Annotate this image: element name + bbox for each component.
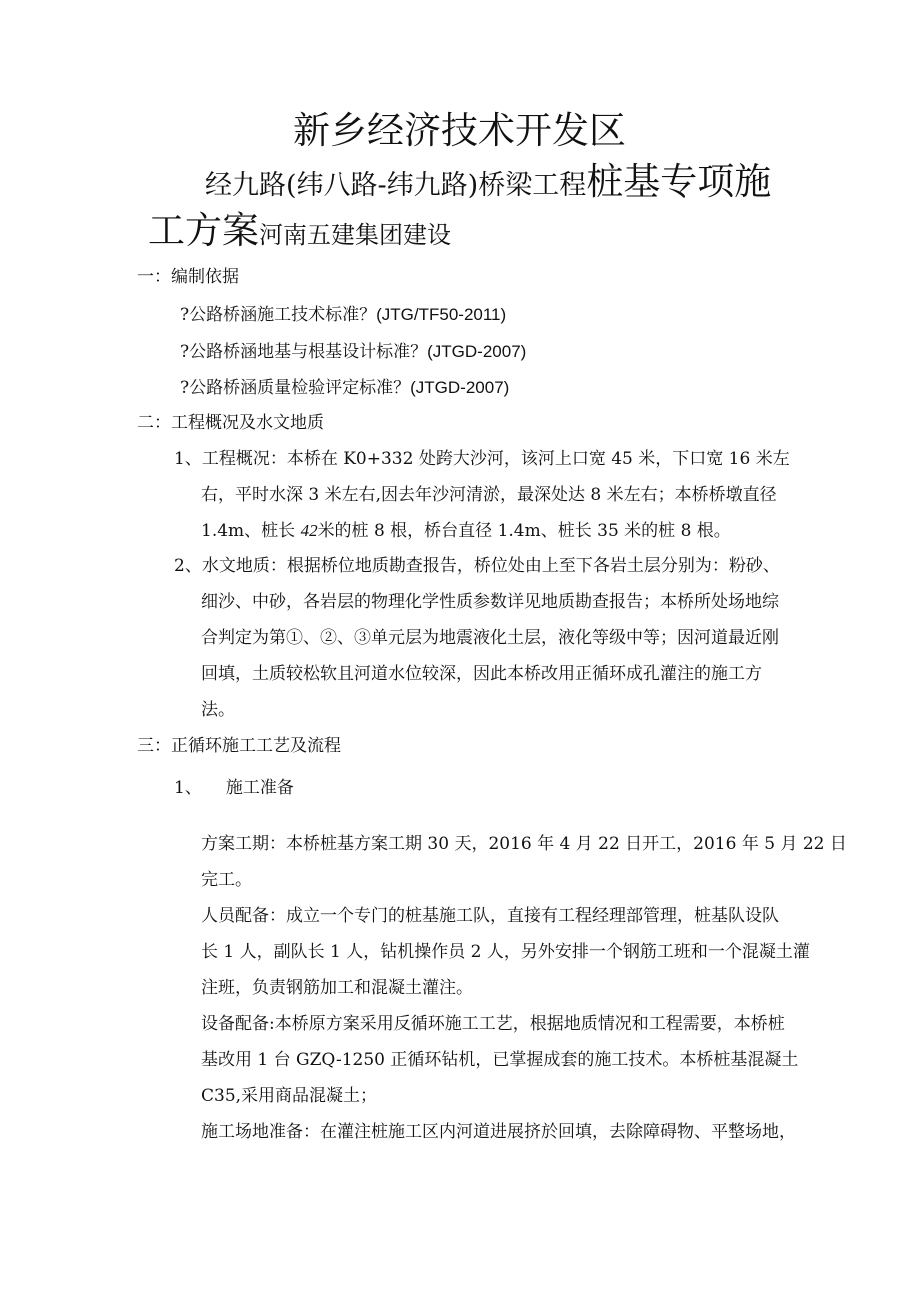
paragraph-segment: 1.4m、桩长 <box>201 521 301 541</box>
section-1-heading: 一：编制依据 <box>137 267 239 287</box>
subsection-title: 施工准备 <box>225 778 294 798</box>
doc-title-line3-part1: 工方案 <box>148 209 259 252</box>
doc-title-line2-part1: 经九路(纬八路-纬九路)桥梁工程 <box>205 170 587 201</box>
paragraph-line: 细沙、中砂，各岩层的物理化学性质参数详见地质勘查报告；本桥所处场地综 <box>201 592 779 612</box>
doc-title-line3-part2: 河南五建集团建设 <box>259 221 451 249</box>
paragraph-line: 方案工期：本桥桩基方案工期 30 天，2016 年 4 月 22 日开工，2016 年 5 月 22 日 <box>201 834 847 854</box>
reference-code: (JTGD-2007) <box>427 342 527 361</box>
paragraph-line: 长 1 人，副队长 1 人，钻机操作员 2 人，另外安排一个钢筋工班和一个混凝土灌 <box>201 942 810 962</box>
paragraph-line <box>201 522 731 540</box>
reference-item <box>180 306 506 324</box>
reference-code: (JTGD-2007) <box>410 378 510 397</box>
paragraph-line: 基改用 1 台 GZQ-1250 正循环钻机，已掌握成套的施工技术。本桥桩基混凝土 <box>201 1050 799 1070</box>
reference-title: ?公路桥涵地基与根基设计标准？ <box>180 342 428 362</box>
paragraph-line: 右，平时水深 3 米左右,因去年沙河清淤，最深处达 8 米左右；本桥桥墩直径 <box>201 485 777 505</box>
paragraph-line: 设备配备:本桥原方案采用反循环施工工艺，根据地质情况和工程需要，本桥桩 <box>201 1014 785 1034</box>
paragraph-line: 2、水文地质：根据桥位地质勘查报告，桥位处由上至下各岩土层分别为：粉砂、 <box>174 556 780 576</box>
paragraph-line: 合判定为第①、②、③单元层为地震液化土层，液化等级中等；因河道最近刚 <box>201 628 779 648</box>
paragraph-line: 注班，负责钢筋加工和混凝土灌注。 <box>201 978 473 998</box>
paragraph-line: 人员配备：成立一个专门的桩基施工队，直接有工程经理部管理，桩基队设队 <box>201 906 779 926</box>
reference-code: (JTG/TF50-2011) <box>376 305 507 324</box>
reference-title: ?公路桥涵施工技术标准？ <box>180 305 377 325</box>
subsection-1-heading <box>174 780 294 797</box>
paragraph-line: 施工场地准备：在灌注桩施工区内河道进展挤於回填，去除障碍物、平整场地， <box>201 1122 796 1142</box>
section-3-heading: 三：正循环施工工艺及流程 <box>137 736 341 756</box>
reference-item <box>180 379 509 397</box>
section-2-heading: 二：工程概况及水文地质 <box>137 413 324 433</box>
reference-item <box>180 343 526 361</box>
doc-title-line2-part2: 桩基专项施 <box>586 160 772 203</box>
paragraph-segment: 米的桩 8 根，桥台直径 1.4m、桩长 35 米的桩 8 根。 <box>317 521 731 541</box>
paragraph-line: 1、工程概况：本桥在 K0+332 处跨大沙河，该河上口宽 45 米，下口宽 16 米左 <box>174 449 790 469</box>
reference-title: ?公路桥涵质量检验评定标准？ <box>180 378 411 398</box>
paragraph-line: 回填，土质较松软且河道水位较深，因此本桥改用正循环成孔灌注的施工方 <box>201 664 762 684</box>
paragraph-line: C35,采用商品混凝土； <box>201 1086 378 1106</box>
pile-length-value: 42 <box>300 521 318 540</box>
doc-title-line1: 新乡经济技术开发区 <box>293 109 626 152</box>
paragraph-line: 完工。 <box>201 870 252 890</box>
doc-title-line3 <box>148 209 451 252</box>
subsection-number: 1、 <box>174 778 202 798</box>
doc-title-line2 <box>205 160 772 203</box>
paragraph-line: 法。 <box>201 700 235 720</box>
